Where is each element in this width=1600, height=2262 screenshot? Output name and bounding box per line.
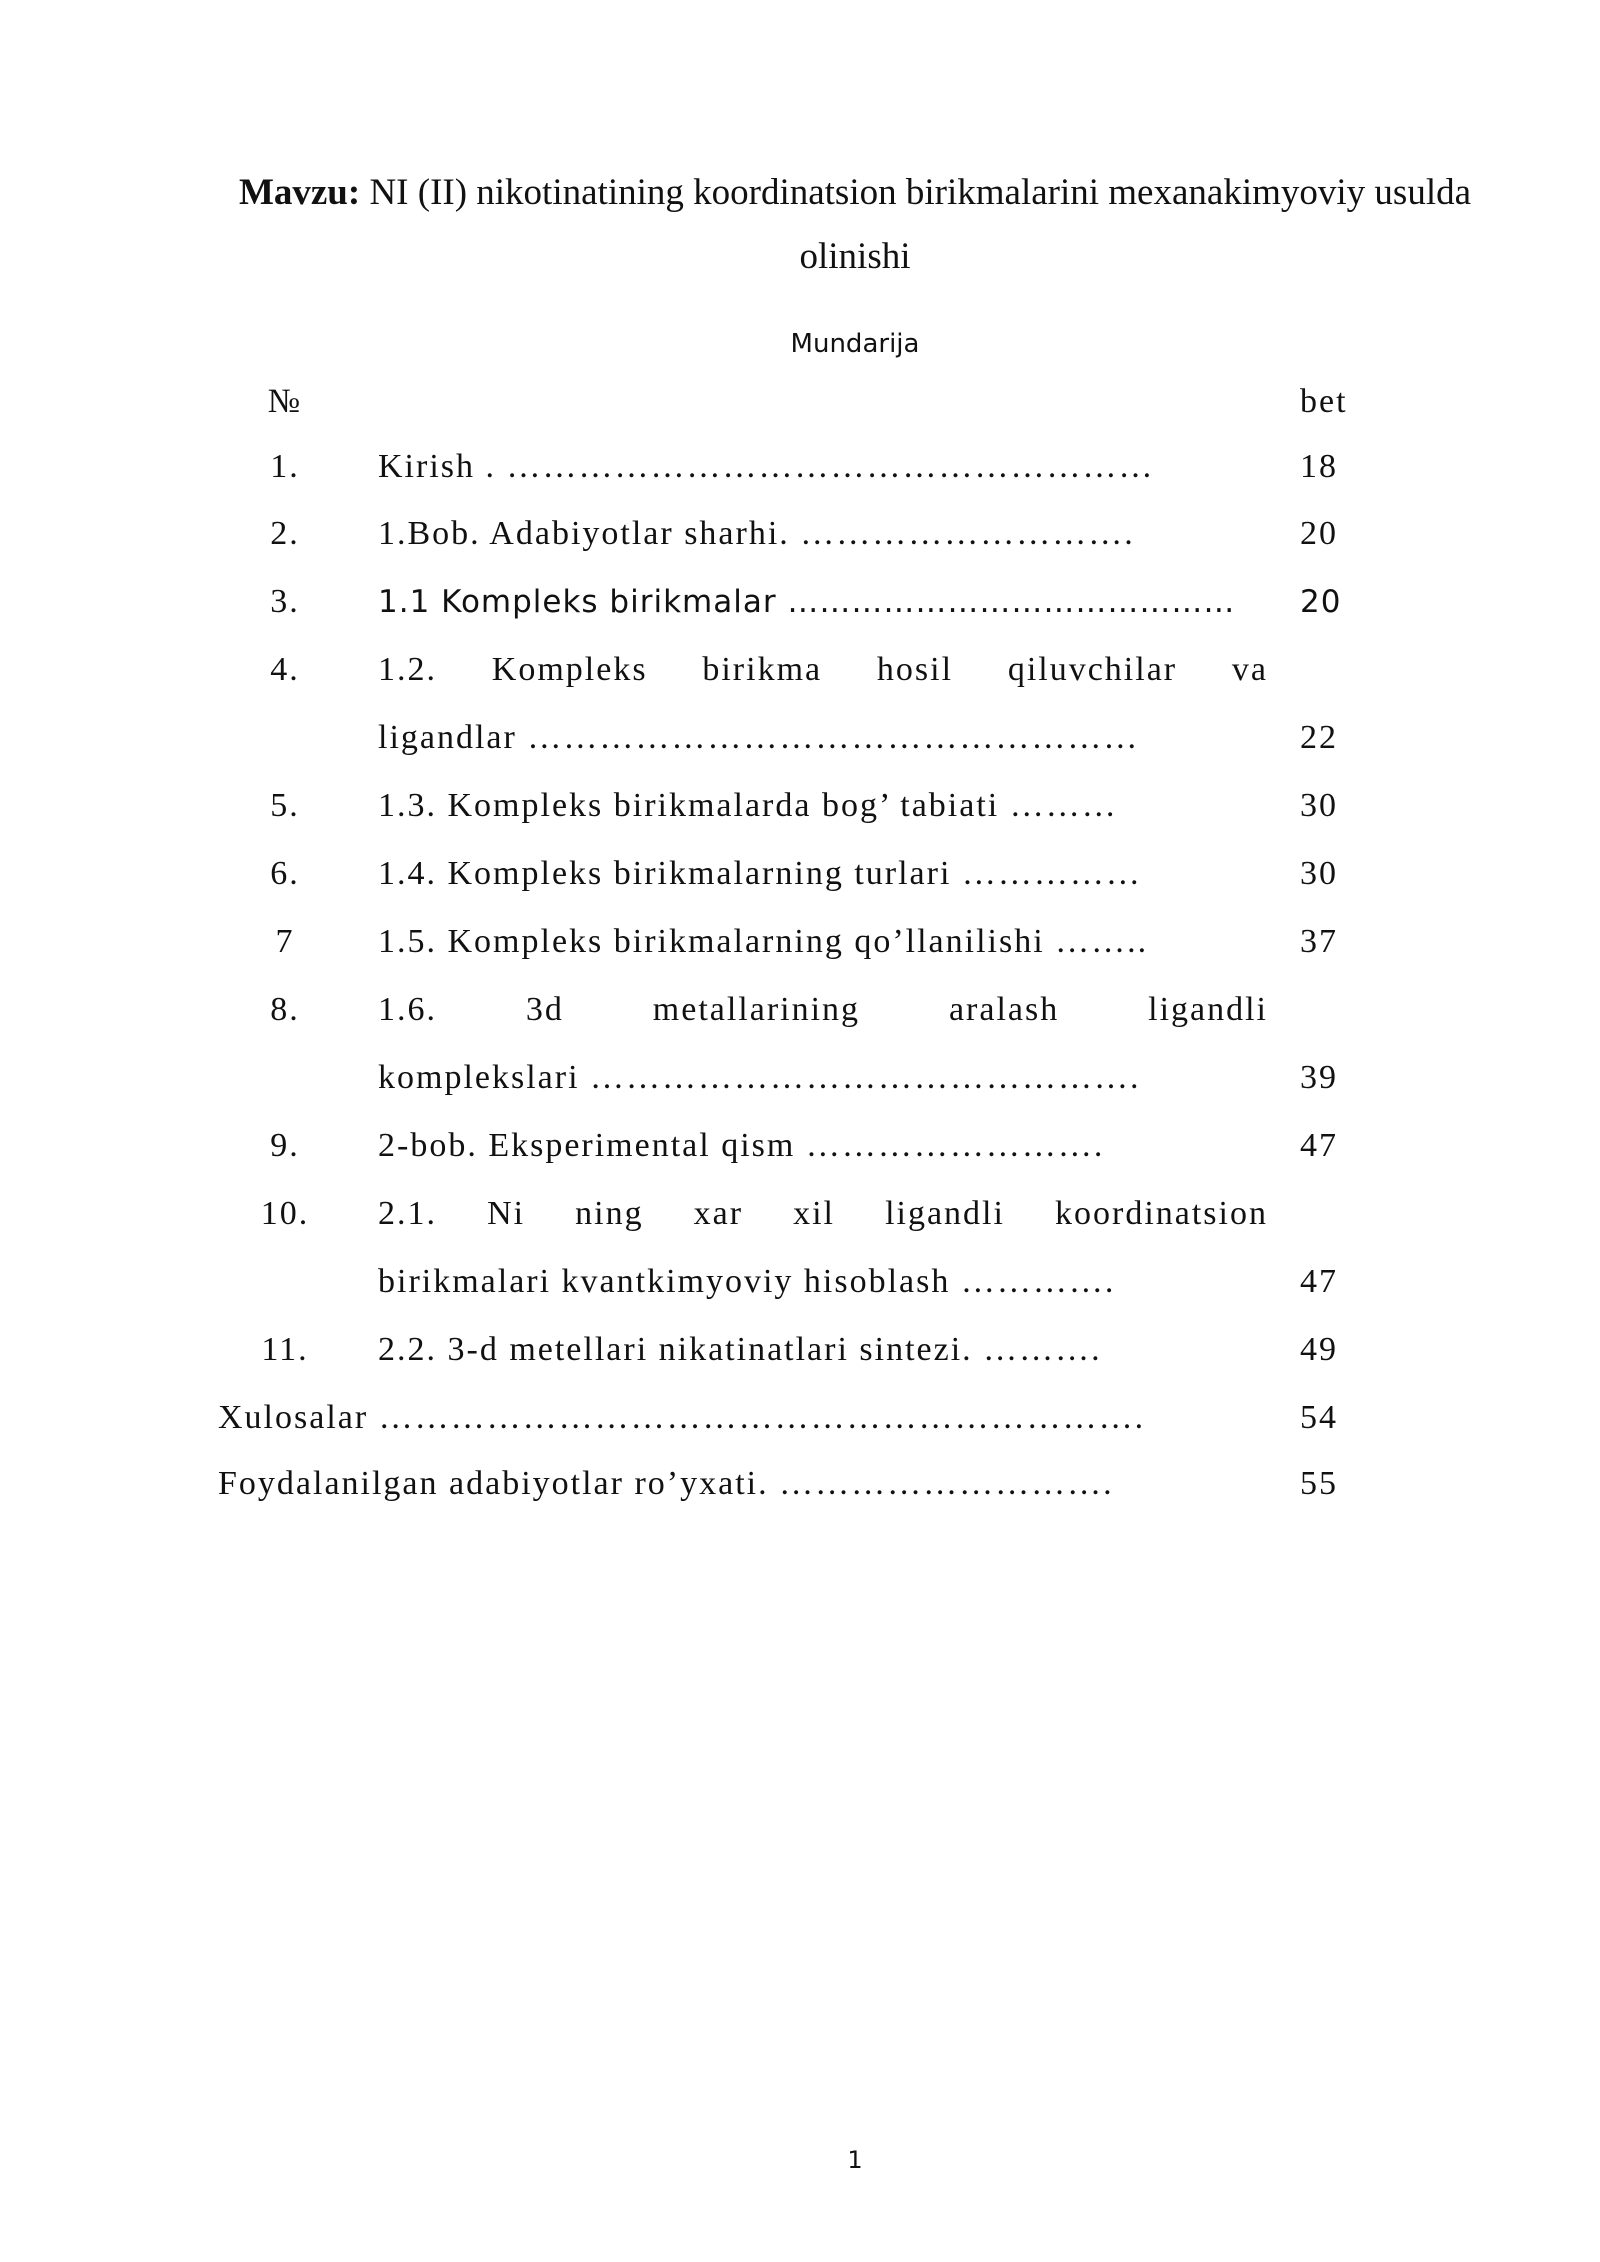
entry-number: 6. <box>270 855 300 892</box>
entry-page: 55 <box>1300 1465 1338 1502</box>
entry-page: 47 <box>1300 1127 1338 1164</box>
entry-page: 20 <box>1300 515 1338 552</box>
table-header-row <box>0 372 1600 432</box>
page-column-header: bet <box>1300 383 1348 420</box>
entry-number: 5. <box>270 787 300 824</box>
entry-text: Xulosalar ………………………………………………………. <box>218 1399 1146 1436</box>
entry-page: 47 <box>1300 1263 1338 1300</box>
entry-text: 2.2. 3-d metellari nikatinatlari sintezi. ………. <box>378 1331 1102 1368</box>
title-text: NI (II) nikotinatining koordinatsion birikmalarini mexanakimyoviy usulda <box>360 172 1472 213</box>
number-column-header: № <box>267 383 303 420</box>
entry-text: 2-bob. Eksperimental qism ……………………. <box>378 1127 1105 1164</box>
entry-number: 1. <box>270 448 300 485</box>
entry-text: 1.4. Kompleks birikmalarning turlari …………… <box>378 855 1142 892</box>
entry-text: Foydalanilgan adabiyotlar ro’yxati. ………………………. <box>218 1465 1114 1502</box>
entry-text: Kirish . ……………………………………………… <box>378 448 1155 485</box>
entry-page: 49 <box>1300 1331 1338 1368</box>
title-label: Mavzu: <box>238 172 361 213</box>
entry-page: 22 <box>1300 719 1338 756</box>
toc-entry-continuation <box>0 1048 1600 1108</box>
entry-page: 37 <box>1300 923 1338 960</box>
entry-number: 3. <box>270 583 300 620</box>
entry-page: 39 <box>1300 1059 1338 1096</box>
toc-entry-continuation <box>0 1252 1600 1312</box>
toc-entry-continuation <box>0 708 1600 768</box>
entry-page: 20 <box>1300 584 1342 620</box>
entry-text: 1.3. Kompleks birikmalarda bog’ tabiati ……… <box>378 787 1118 824</box>
toc-entry <box>0 776 1600 836</box>
title-line-1 <box>150 168 1560 218</box>
entry-page: 54 <box>1300 1399 1338 1436</box>
entry-page: 18 <box>1300 448 1338 485</box>
entry-text: 1.Bob. Adabiyotlar sharhi. ………………………. <box>378 515 1135 552</box>
entry-page: 30 <box>1300 855 1338 892</box>
entry-number: 9. <box>270 1127 300 1164</box>
entry-text: 2.1. Ni ning xar xil ligandli koordinatsion <box>378 1195 1268 1232</box>
toc-entry <box>0 980 1600 1040</box>
entry-number: 2. <box>270 515 300 552</box>
contents-heading: Mundarija <box>790 329 920 359</box>
title-line-2: olinishi <box>799 236 911 277</box>
entry-text-continued: ligandlar …………………………………………… <box>378 719 1140 756</box>
entry-number: 8. <box>270 991 300 1028</box>
entry-page: 30 <box>1300 787 1338 824</box>
entry-number: 11. <box>261 1331 309 1368</box>
toc-entry <box>0 1320 1600 1380</box>
entry-text-continued: birikmalari kvantkimyoviy hisoblash …………. <box>378 1263 1116 1300</box>
toc-entry <box>0 572 1600 632</box>
toc-entry <box>0 504 1600 564</box>
toc-entry <box>0 912 1600 972</box>
entry-text: 1.1 Kompleks birikmalar …………………………………… <box>378 584 1236 620</box>
entry-number: 10. <box>260 1195 310 1232</box>
toc-closing-entry <box>0 1454 1600 1514</box>
toc-entry <box>0 1184 1600 1244</box>
entry-number: 7 <box>275 923 295 960</box>
toc-entry <box>0 640 1600 700</box>
entry-number: 4. <box>270 651 300 688</box>
toc-closing-entry <box>0 1388 1600 1448</box>
entry-text-continued: komplekslari ………………………………………. <box>378 1059 1141 1096</box>
entry-text: 1.6. 3d metallarining aralash ligandli <box>378 991 1268 1028</box>
toc-entry <box>0 844 1600 904</box>
entry-text: 1.5. Kompleks birikmalarning qo’llanilishi …….. <box>378 923 1149 960</box>
page-number: 1 <box>847 2146 863 2174</box>
toc-entry <box>0 437 1600 497</box>
entry-text: 1.2. Kompleks birikma hosil qiluvchilar va <box>378 651 1268 688</box>
toc-entry <box>0 1116 1600 1176</box>
